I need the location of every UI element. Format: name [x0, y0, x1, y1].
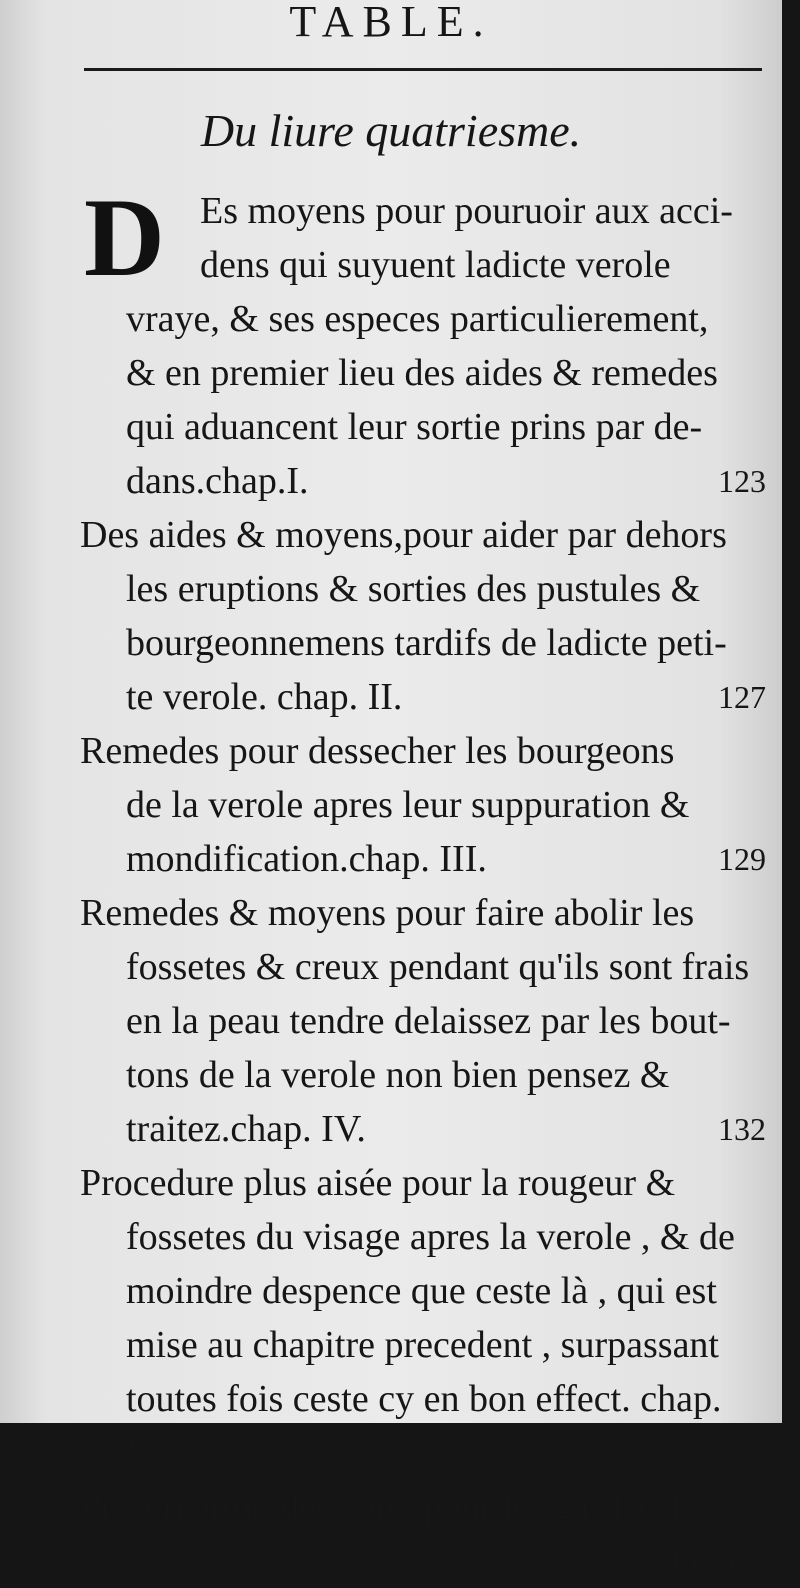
- entry-line: & en premier lieu des aides & remedes: [126, 352, 718, 394]
- entry-line: V.: [126, 1432, 159, 1474]
- entry-line: de la verole apres leur suppuration &: [126, 784, 690, 826]
- entry-line: mondification.chap. III.: [126, 838, 487, 880]
- entry-line: Remedes & moyens pour faire abolir les: [80, 892, 695, 934]
- table-entry: [80, 886, 766, 1156]
- entry-line-last: [80, 670, 766, 724]
- head-rule: [84, 68, 762, 71]
- entry-line: vraye, & ses especes particulierement,: [126, 298, 709, 340]
- entry-line: les eruptions & sorties des pustules &: [126, 568, 701, 610]
- page-number: 127: [718, 679, 766, 715]
- page-number: 129: [718, 841, 766, 877]
- entry-line: tons de la verole non bien pensez &: [126, 1054, 670, 1096]
- entry-line-last: [80, 1102, 766, 1156]
- catchword: taches: [671, 1540, 766, 1582]
- table-entry: [80, 1156, 766, 1480]
- running-head: TABLE.: [289, 0, 493, 46]
- table-entry: [80, 724, 766, 886]
- entry-line: dens qui suyuent ladicte verole: [200, 244, 671, 286]
- section-title: Du liure quatriesme.: [200, 105, 582, 156]
- entry-line: fossetes du visage apres la verole , & de: [126, 1216, 735, 1258]
- page-number: 123: [718, 463, 766, 499]
- entry-line: Des aides & moyens,pour aider par dehors: [80, 514, 727, 556]
- entry-line: Preseruation des yeux,pour les garder des: [80, 1486, 712, 1528]
- entry-line: dans.chap.I.: [126, 460, 309, 502]
- entry-line: bourgeonnemens tardifs de ladicte peti-: [126, 622, 727, 664]
- entry-line: toutes fois ceste cy en bon effect. chap.: [126, 1378, 722, 1420]
- page-number: 132: [718, 1111, 766, 1147]
- table-entry: [80, 508, 766, 724]
- entry-line: fossetes & creux pendant qu'ils sont frais: [126, 946, 750, 988]
- entry-line: qui aduancent leur sortie prins par de-: [126, 406, 703, 448]
- entry-line: Procedure plus aisée pour la rougeur &: [80, 1162, 676, 1204]
- entry-line-last: [80, 1426, 766, 1480]
- entry-line-last: [80, 832, 766, 886]
- entry-line: Es moyens pour pouruoir aux acci-: [200, 190, 733, 232]
- entry-line: Remedes pour dessecher les bourgeons: [80, 730, 675, 772]
- entry-line: mise au chapitre precedent , surpassant: [126, 1324, 719, 1366]
- table-entry: [80, 176, 766, 508]
- entry-line: traitez.chap. IV.: [126, 1108, 366, 1150]
- entry-line-last: [80, 454, 766, 508]
- table-entry: [80, 1480, 766, 1588]
- entry-line: moindre despence que ceste là , qui est: [126, 1270, 717, 1312]
- entry-line: en la peau tendre delaissez par les bout-: [126, 1000, 731, 1042]
- entry-line: te verole. chap. II.: [126, 676, 403, 718]
- drop-cap: D: [84, 176, 165, 300]
- table-entries: [80, 176, 766, 1588]
- page-number: 137: [718, 1435, 766, 1471]
